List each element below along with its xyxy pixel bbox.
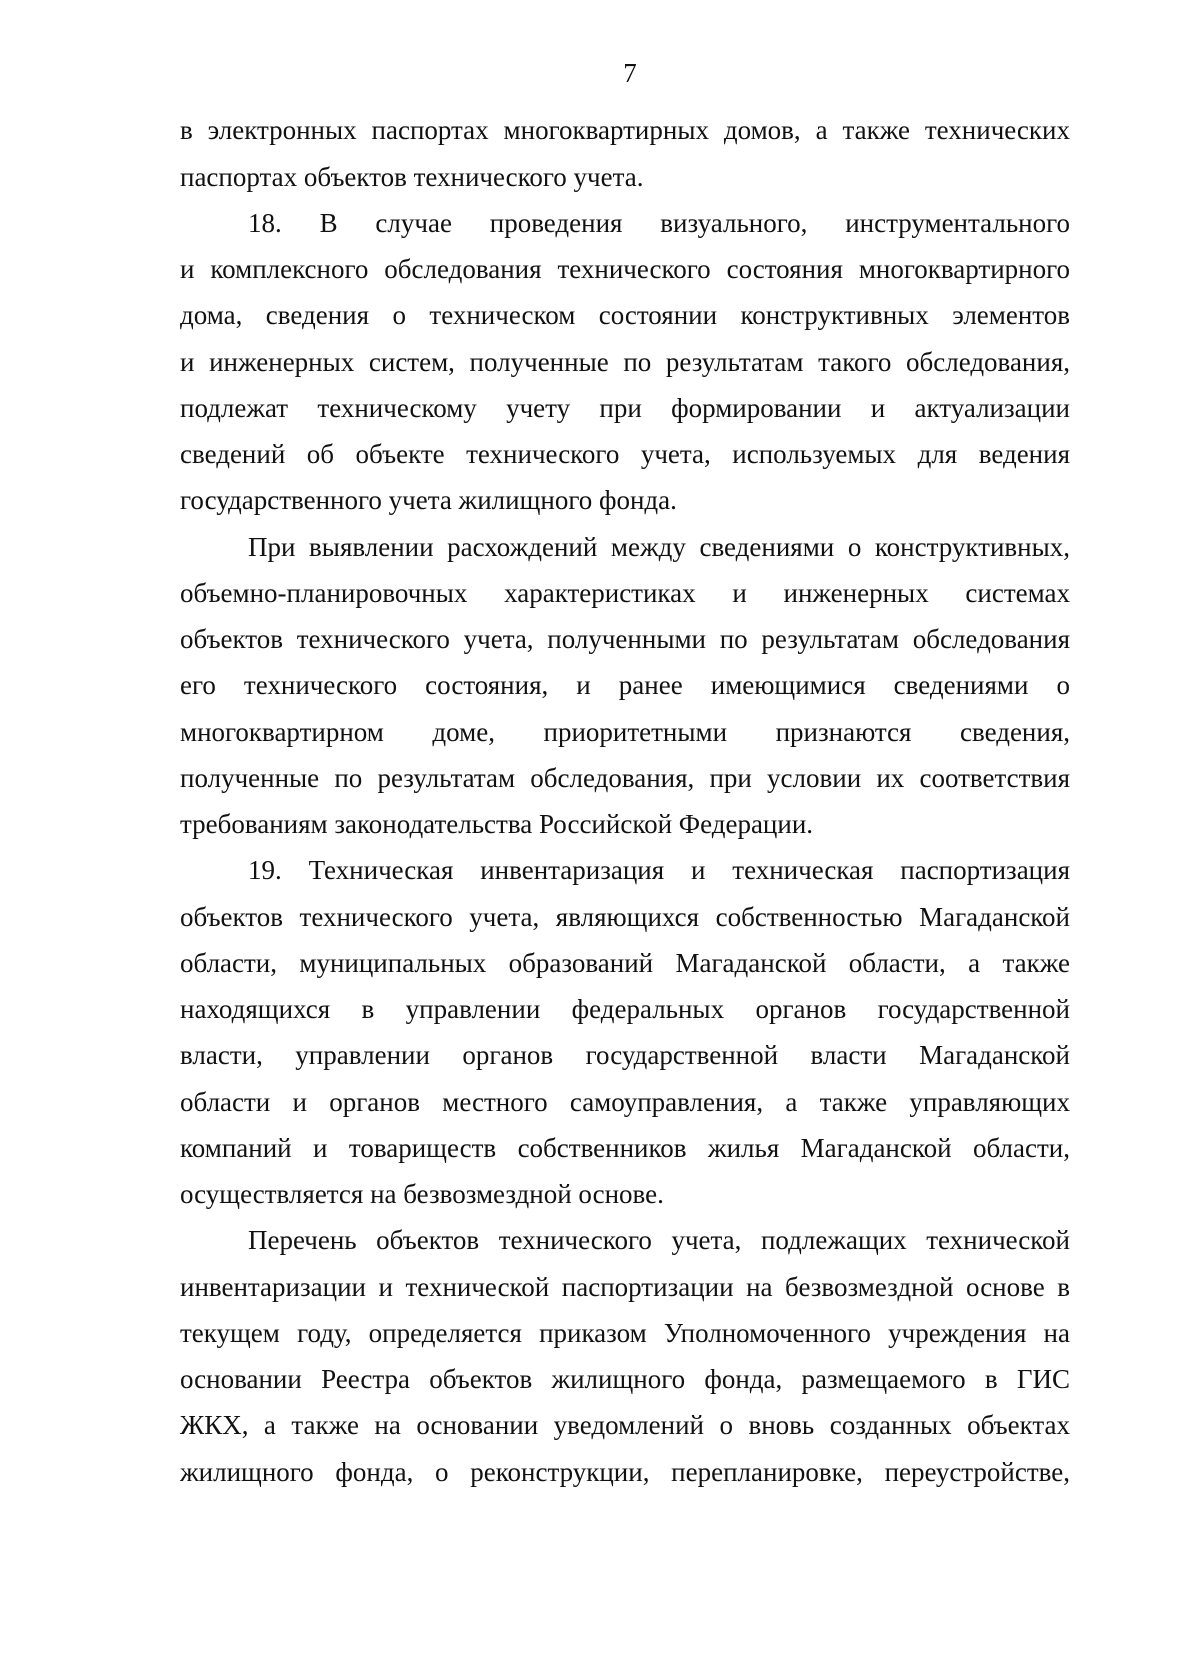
text-line: ЖКХ, а также на основании уведомлений о вновь созданных объектах	[180, 1410, 1070, 1440]
text-line: полученные по результатам обследования, при условии их соответствия	[180, 763, 1070, 793]
text-line: объектов технического учета, полученными по результатам обследования	[180, 624, 1070, 654]
text-line: и инженерных систем, полученные по результатам такого обследования,	[180, 347, 1070, 377]
text-line: власти, управлении органов государственной власти Магаданской	[180, 1040, 1070, 1070]
text-line: основании Реестра объектов жилищного фонда, размещаемого в ГИС	[180, 1364, 1070, 1394]
text-line: дома, сведения о техническом состоянии конструктивных элементов	[180, 300, 1070, 330]
text-line: объектов технического учета, являющихся собственностью Магаданской	[180, 902, 1070, 932]
text-line: сведений об объекте технического учета, используемых для ведения	[180, 439, 1070, 469]
text-line: осуществляется на безвозмездной основе.	[180, 1179, 664, 1209]
page-number: 7	[623, 58, 637, 88]
text-line: инвентаризации и технической паспортизации на безвозмездной основе в	[180, 1272, 1070, 1302]
text-line: области и органов местного самоуправления, а также управляющих	[180, 1087, 1070, 1117]
text-line: государственного учета жилищного фонда.	[180, 485, 677, 515]
text-line: подлежат техническому учету при формировании и актуализации	[180, 393, 1070, 423]
text-line: При выявлении расхождений между сведениями о конструктивных,	[248, 532, 1070, 562]
text-line: и комплексного обследования технического состояния многоквартирного	[180, 254, 1070, 284]
text-line: его технического состояния, и ранее имеющимися сведениями о	[180, 670, 1070, 700]
text-line: 19. Техническая инвентаризация и техническая паспортизация	[248, 855, 1070, 885]
text-line: текущем году, определяется приказом Уполномоченного учреждения на	[180, 1318, 1070, 1348]
text-line: в электронных паспортах многоквартирных домов, а также технических	[180, 115, 1070, 145]
text-line: области, муниципальных образований Магаданской области, а также	[180, 948, 1070, 978]
text-line: многоквартирном доме, приоритетными признаются сведения,	[180, 717, 1070, 747]
text-line: паспортах объектов технического учета.	[180, 162, 644, 192]
text-line: находящихся в управлении федеральных органов государственной	[180, 994, 1070, 1024]
text-line: компаний и товариществ собственников жилья Магаданской области,	[180, 1133, 1070, 1163]
text-line: 18. В случае проведения визуального, инструментального	[248, 208, 1070, 238]
text-line: требованиям законодательства Российской Федерации.	[180, 809, 814, 839]
text-line: объемно-планировочных характеристиках и инженерных системах	[180, 578, 1070, 608]
text-line: жилищного фонда, о реконструкции, перепланировке, переустройстве,	[180, 1457, 1070, 1487]
text-line: Перечень объектов технического учета, подлежащих технической	[248, 1225, 1070, 1255]
